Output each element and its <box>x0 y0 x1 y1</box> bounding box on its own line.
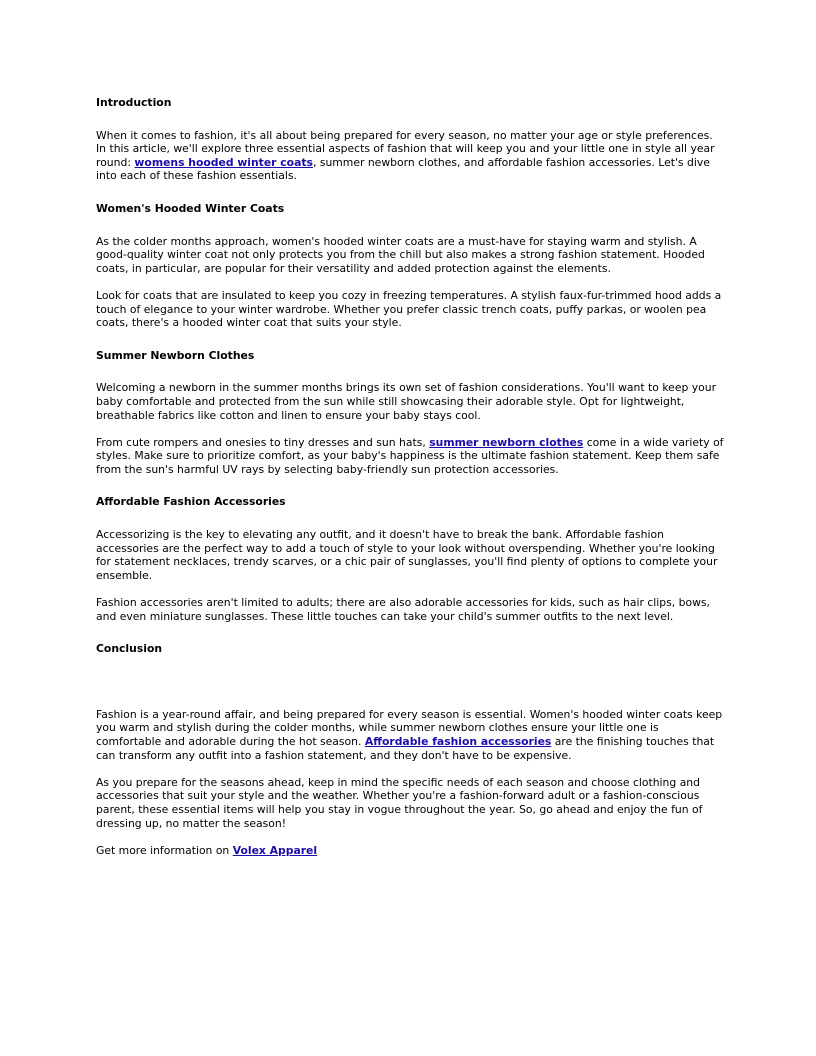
intro-paragraph <box>96 129 724 183</box>
coats-paragraph-1: As the colder months approach, women's hooded winter coats are a must-have for staying warm and stylish. A good-quality winter coat not only protects you from the chill but also makes a strong fashion statement. Hooded coats, in particular, are popular for their versatility and added protection against the elements. <box>96 234 705 275</box>
affordable-fashion-accessories-link[interactable]: Affordable fashion accessories <box>364 735 552 748</box>
conclusion-heading: Conclusion <box>96 642 163 656</box>
conclusion-paragraph-2: As you prepare for the seasons ahead, keep in mind the specific needs of each season and choose clothing and accessories that suit your style and the weather. Whether you're a fashion-forward adult or a fashion-conscious parent, these essential items will help you stay in vogue throughout the year. So, go ahead and enjoy the fun of dressing up, no matter the season! <box>96 775 703 830</box>
womens-hooded-winter-coats-link[interactable]: womens hooded winter coats <box>134 155 313 169</box>
coats-paragraph-2: Look for coats that are insulated to keep you cozy in freezing temperatures. A stylish faux-fur-trimmed hood adds a touch of elegance to your winter wardrobe. Whether you prefer classic trench coats, puffy parkas, or woolen pea coats, there's a hooded winter coat that suits your style. <box>96 288 722 330</box>
volex-apparel-link[interactable]: Volex Apparel <box>232 843 318 857</box>
document-page <box>96 96 724 857</box>
intro-text-part: When it comes to fashion, it's all about being prepared for every season, no matter your age or style preferences. In this article, we'll explore three essential aspects of fashion that will keep you and your little one in style all year round: <box>96 128 715 169</box>
newborn-text-part: come in a wide variety of styles. Make sure to prioritize comfort, as your baby's happiness is the ultimate fashion statement. Keep them safe from the sun's harmful UV rays by selecting baby-friendly sun protection accessories. <box>96 435 724 476</box>
more-info-line <box>96 844 724 858</box>
newborn-heading: Summer Newborn Clothes <box>96 348 255 362</box>
intro-text-part: , summer newborn clothes, and affordable fashion accessories. Let's dive into each of these fashion essentials. <box>96 155 710 183</box>
intro-heading: Introduction <box>96 96 172 109</box>
newborn-paragraph-1: Welcoming a newborn in the summer months brings its own set of fashion considerations. You'll want to keep your baby comfortable and protected from the sun while still showcasing their adorable style. Opt for lightweight, breathable fabrics like cotton and linen to ensure your baby stays cool. <box>96 381 717 422</box>
newborn-text-part: From cute rompers and onesies to tiny dresses and sun hats, <box>96 435 430 449</box>
newborn-paragraph-2 <box>96 436 724 477</box>
more-info-prefix: Get more information on <box>96 843 233 857</box>
conclusion-text-part: are the finishing touches that can transform any outfit into a fashion statement, and they don't have to be expensive. <box>96 735 715 762</box>
conclusion-text-part: Fashion is a year-round affair, and being prepared for every season is essential. Women's hooded winter coats keep you warm and stylish during the colder months, while summer newborn clothes ensure your little one is comfortable and adorable during the hot season. <box>96 707 723 748</box>
conclusion-paragraph-1 <box>96 708 724 762</box>
coats-heading: Women's Hooded Winter Coats <box>96 201 285 215</box>
accessories-heading: Affordable Fashion Accessories <box>96 495 286 509</box>
accessories-paragraph-2: Fashion accessories aren't limited to adults; there are also adorable accessories for kids, such as hair clips, bows, and even miniature sunglasses. These little touches can take your child's summer outfits to the next level. <box>96 596 710 623</box>
summer-newborn-clothes-link[interactable]: summer newborn clothes <box>429 435 584 449</box>
accessories-paragraph-1: Accessorizing is the key to elevating any outfit, and it doesn't have to break the bank. Affordable fashion accessories are the perfect way to add a touch of style to your look without overspending. Whether you're looking for statement necklaces, trendy scarves, or a chic pair of sunglasses, you'll find plenty of options to complete your ensemble. <box>96 528 718 582</box>
